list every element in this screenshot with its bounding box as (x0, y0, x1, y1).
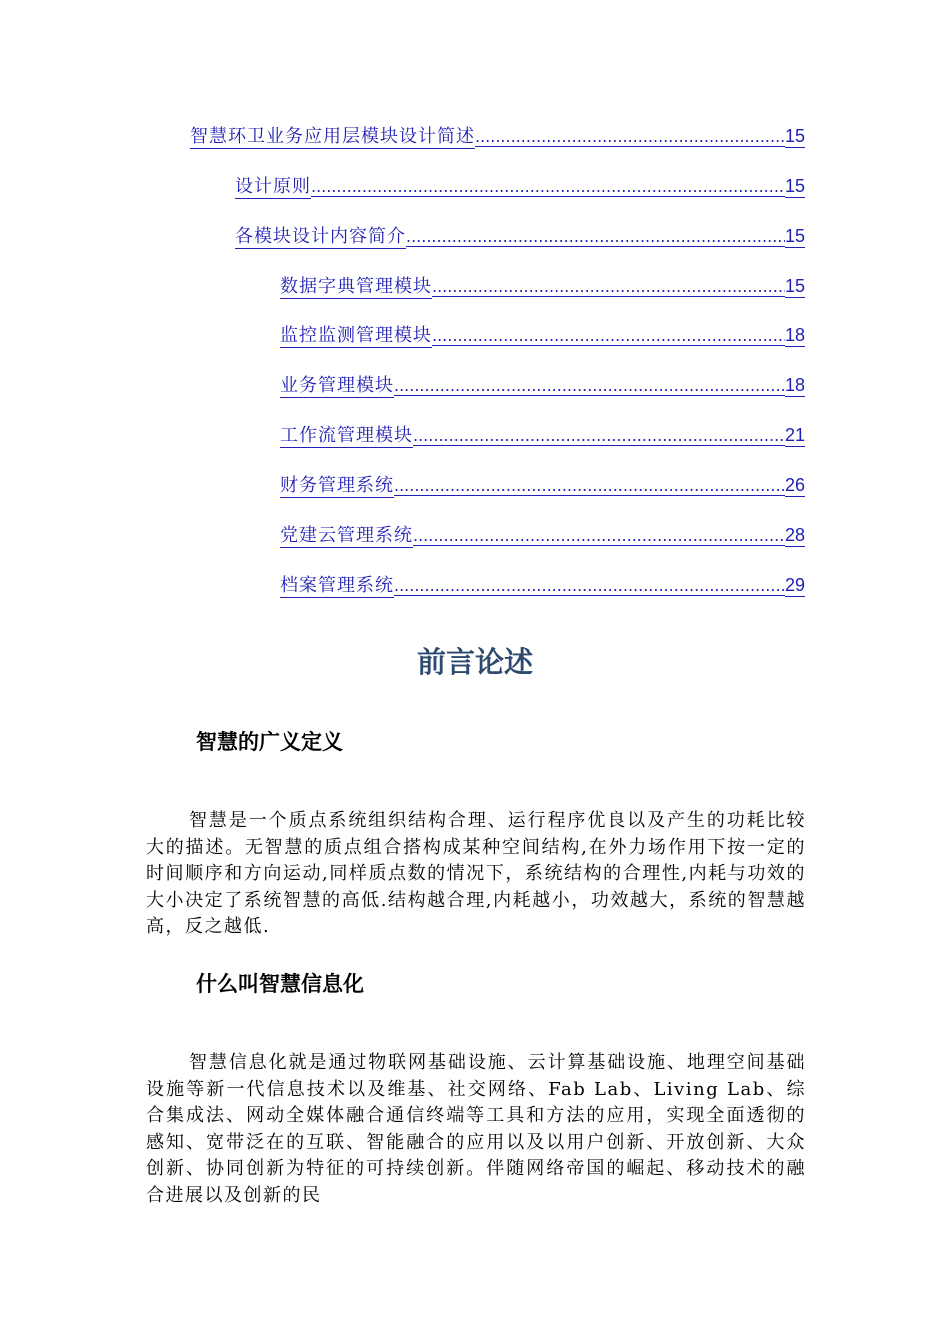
toc-entry-page: 15 (784, 126, 805, 146)
section-paragraph: 智慧信息化就是通过物联网基础设施、云计算基础设施、地理空间基础设施等新一代信息技术以及维基、社交网络、Fab Lab、Living Lab、综合集成法、网动全媒体融合通信终端等工具和方法的应用，实现全面透彻的感知、宽带泛在的互联、智能融合的应用以及以用户创新、开放创新、大众创新、协同创新为特征的可持续创新。伴随网络帝国的崛起、移动技术的融合进展以及创新的民 (146, 1052, 806, 1206)
toc-entry-page: 21 (784, 425, 805, 445)
toc-entry-page: 28 (784, 525, 805, 545)
section-heading: 智慧的广义定义 (196, 730, 343, 754)
toc-entry[interactable] (235, 172, 805, 200)
toc-leader (311, 177, 785, 197)
toc-entry-page: 15 (784, 176, 805, 196)
toc-entry-title: 设计原则 (235, 172, 311, 199)
toc-entry[interactable] (280, 571, 805, 599)
toc-entry-title: 各模块设计内容简介 (235, 222, 406, 249)
toc-entry[interactable] (190, 122, 805, 150)
toc-entry[interactable] (280, 371, 805, 399)
toc-entry-title: 党建云管理系统 (280, 521, 413, 548)
toc-leader (413, 526, 785, 546)
toc-entry-title: 财务管理系统 (280, 471, 394, 498)
toc-entry-title: 监控监测管理模块 (280, 321, 432, 348)
toc-leader (432, 326, 785, 346)
toc-entry-title: 业务管理模块 (280, 371, 394, 398)
section-heading: 什么叫智慧信息化 (196, 972, 364, 996)
toc-entry[interactable] (280, 471, 805, 499)
toc-leader (475, 127, 785, 147)
toc-entry[interactable] (280, 421, 805, 449)
section-paragraph: 智慧是一个质点系统组织结构合理、运行程序优良以及产生的功耗比较大的描述。无智慧的质点组合搭构成某种空间结构,在外力场作用下按一定的时间顺序和方向运动,同样质点数的情况下，系统结构的合理性,内耗与功效的大小决定了系统智慧的高低.结构越合理,内耗越小，功效越大，系统的智慧越高，反之越低. (146, 810, 806, 937)
toc-entry-title: 智慧环卫业务应用层模块设计简述 (190, 122, 475, 149)
toc-entry-page: 18 (784, 375, 805, 395)
toc-entry-page: 15 (784, 226, 805, 246)
toc-leader (394, 576, 785, 596)
toc-entry[interactable] (235, 222, 805, 250)
toc-leader (394, 376, 785, 396)
toc-entry[interactable] (280, 272, 805, 300)
toc-leader (413, 426, 785, 446)
toc-entry-page: 26 (784, 475, 805, 495)
toc-leader (394, 476, 785, 496)
toc-entry[interactable] (280, 321, 805, 349)
page-title: 前言论述 (416, 645, 533, 679)
toc-entry-title: 工作流管理模块 (280, 421, 413, 448)
toc-leader (432, 277, 785, 297)
toc-entry-title: 数据字典管理模块 (280, 272, 432, 299)
toc-entry-page: 18 (784, 325, 805, 345)
toc-entry-page: 15 (784, 276, 805, 296)
toc-entry-page: 29 (784, 575, 805, 595)
toc-entry-title: 档案管理系统 (280, 571, 394, 598)
toc-entry[interactable] (280, 521, 805, 549)
toc-leader (406, 227, 785, 247)
